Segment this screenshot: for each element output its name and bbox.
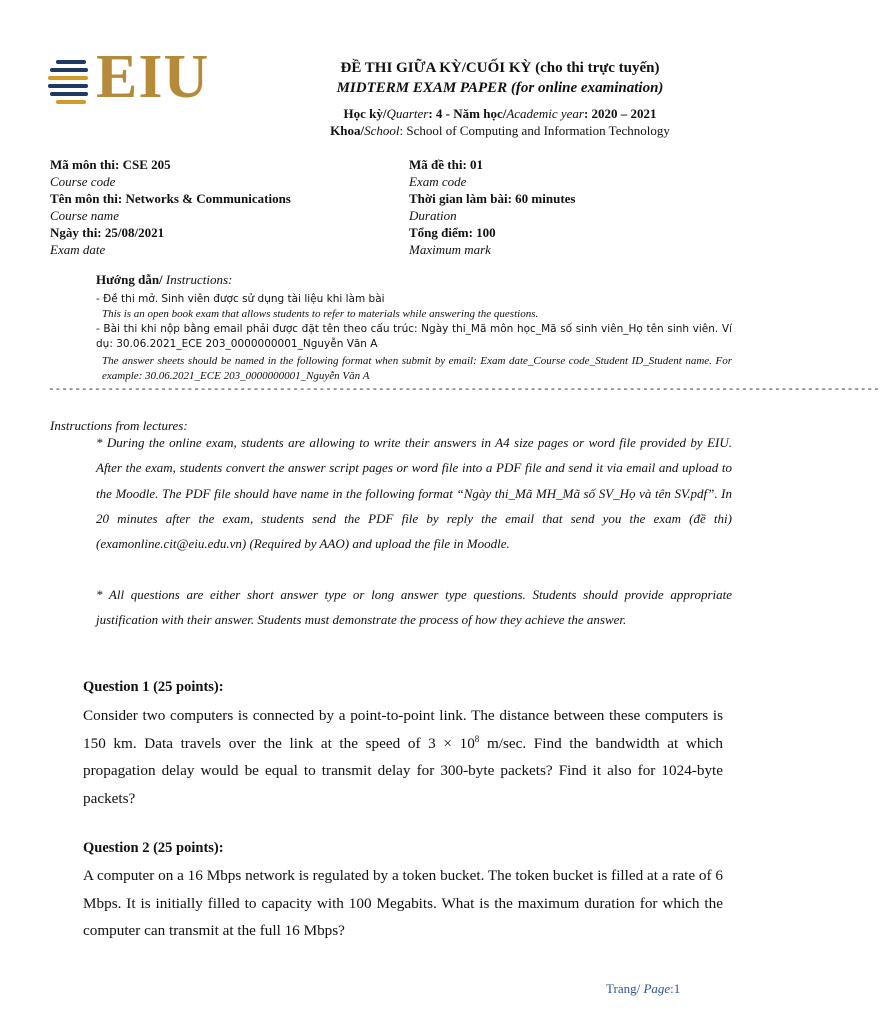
exam-date: Ngày thi: 25/08/2021 <box>50 225 165 240</box>
question-1-body: Consider two computers is connected by a point-to-point link. The distance between these computers is 150 km. Data travels over the link at the speed of $3 \times 10^8$ m/sec. Find the bandwidth at which propagation delay would be equal to transmit delay for 300-byte packets? Find it also for 1024-byte packets? <box>83 707 723 807</box>
exam-code-label: Exam code <box>409 174 467 189</box>
divider-line: ------------------------------------------------------------------------------------------------------------------------------ <box>48 384 880 396</box>
lecturer-para-1: * During the online exam, students are allowing to write their answers in A4 size pages or word file provided by EIU. After the exam, students convert the answer script pages or word file into a PDF file and send it via email and upload to the Moodle. The PDF file should have name in the following format “Ngày thi_Mã MH_Mã số SV_Họ và tên SV.pdf”. In 20 minutes after the exam, students send the PDF file by reply the email that send you the exam (đề thi) (examonline.cit@eiu.edu.vn) (Required by AAO) and upload the file in Moodle. <box>96 435 732 552</box>
lecturer-para-2: * All questions are either short answer type or long answer type questions. Students should provide appropriate justification with their answer. Students must demonstrate the process of how they achieve the answer. <box>96 587 732 628</box>
instruction-line2-en: The answer sheets should be named in the following format when submit by email: Exam date_Course code_Student ID_Student name. For example: 30.06.2021_ECE 203_0000000001_Nguyễn Văn A <box>102 355 732 382</box>
instruction-line1-en: This is an open book exam that allows students to refer to materials while answering the questions. <box>102 308 539 320</box>
question-2-body: A computer on a 16 Mbps network is regulated by a token bucket. The token bucket is filled at a rate of 6 Mbps. It is initially filled to capacity with 100 Megabits. What is the maximum duration for which the computer can transmit at the full 16 Mbps? <box>83 867 723 939</box>
duration-label: Duration <box>409 208 457 223</box>
info-right <box>409 156 575 258</box>
instruction-line1-vi: - Đề thi mở. Sinh viên được sử dụng tài liệu khi làm bài <box>96 293 385 305</box>
course-name-label: Course name <box>50 208 119 223</box>
exam-code: Mã đề thi: 01 <box>409 157 484 172</box>
exam-date-label: Exam date <box>50 242 106 257</box>
course-code-label: Course code <box>50 174 116 189</box>
exam-title-en: MIDTERM EXAM PAPER (for online examination) <box>336 80 664 96</box>
page-number: Trang/ Page:1 <box>606 981 681 996</box>
instructions-heading: Hướng dẫn/ Instructions: <box>96 272 233 287</box>
max-mark-label: Maximum mark <box>409 242 491 257</box>
max-mark: Tổng điểm: 100 <box>409 225 496 240</box>
info-left <box>50 156 291 258</box>
quarter-line: Học kỳ/Quarter: 4 - Năm học/Academic year: 2020 – 2021 <box>343 106 657 121</box>
logo-wordmark: EIU <box>96 43 210 111</box>
duration: Thời gian làm bài: 60 minutes <box>409 191 576 206</box>
instruction-line2-vi: - Bài thi khi nộp bằng email phải được đặt tên theo cấu trúc: Ngày thi_Mã môn học_Mã số sinh viên_Họ tên sinh viên. Ví dụ: 30.06.2021_ECE 203_0000000001_Nguyễn Văn A <box>96 323 732 350</box>
course-name: Tên môn thi: Networks & Communications <box>50 191 291 206</box>
lecturer-instructions-heading: Instructions from lectures: <box>50 418 188 433</box>
logo-stripes-icon <box>48 58 92 106</box>
eiu-logo <box>48 43 228 111</box>
school-line: Khoa/School: School of Computing and Information Technology <box>330 123 670 138</box>
exam-title-vi: ĐỀ THI GIỮA KỲ/CUỐI KỲ (cho thi trực tuyến) <box>340 60 660 76</box>
instructions-body <box>96 292 732 384</box>
question-2-title: Question 2 (25 points): <box>83 840 224 856</box>
course-code: Mã môn thi: CSE 205 <box>50 157 171 172</box>
question-1-title: Question 1 (25 points): <box>83 679 224 695</box>
